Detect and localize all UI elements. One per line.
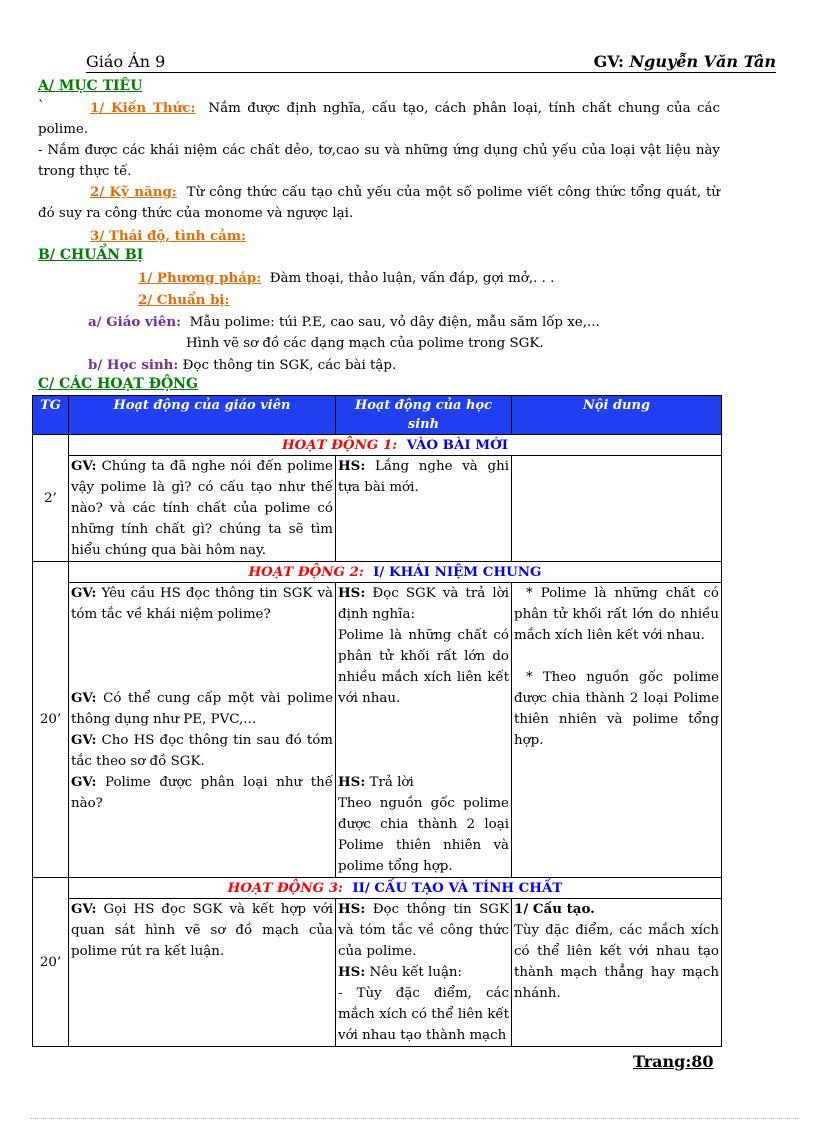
skill-text: Từ công thức cấu tạo chủ yếu của một số polime viết công thức tổng quát, từ đó suy ra công thức của monome và ngược lại. <box>38 185 721 221</box>
knowledge-text: Nắm được định nghĩa, cấu tạo, cách phân loại, tính chất chung của các polime. <box>38 101 720 137</box>
objective-skill <box>38 182 720 224</box>
header-teacher-prefix: GV: <box>593 52 624 71</box>
col-tg: TG <box>33 396 69 435</box>
header-subject: Giáo Án 9 <box>86 52 166 71</box>
activity-2-content-1: * Polime là những chất có phân tử khối rất lớn do nhiều mắch xích liên kết với nhau. <box>514 586 719 643</box>
teacher-prep-text: Mẫu polime: túi P.E, cao sau, vỏ dây điện, mẫu săm lốp xe,... <box>189 315 600 330</box>
header-teacher <box>594 52 776 71</box>
activity-2-teacher-4: GV: Polime được phân loại như thế nào? <box>71 774 333 811</box>
section-c-title: C/ CÁC HOẠT ĐỘNG <box>38 376 198 392</box>
activity-1-title: HOẠT ĐỘNG 1: VÀO BÀI MỚI <box>69 435 722 456</box>
activity-2-title-row <box>33 562 722 583</box>
activity-3-title: HOẠT ĐỘNG 3: II/ CẤU TẠO VÀ TÍNH CHẤT <box>69 878 722 899</box>
method-line: 1/ Phương pháp: Đàm thoại, thảo luận, vấn đáp, gợi mở,. . . <box>138 270 555 286</box>
activity-2-teacher <box>69 583 336 878</box>
activity-3-student-1: HS: Đọc thông tin SGK và tóm tắc về công thức của polime. <box>338 901 509 959</box>
activity-2-student-1b: Polime là những chất có phân tử khối rất lớn do nhiều mắch xích liên kết với nhau. <box>338 628 509 706</box>
tick-mark: ` <box>38 99 45 114</box>
activity-3-content <box>512 899 722 1047</box>
activity-3-student <box>336 899 512 1047</box>
activity-2-time: 20’ <box>33 562 69 878</box>
prep-label: 2/ Chuẩn bị: <box>138 292 230 308</box>
page-header <box>86 50 776 73</box>
header-teacher-name: Nguyễn Văn Tân <box>629 52 776 71</box>
activity-3-student-2: HS: Nêu kết luận: <box>338 964 463 980</box>
activity-1-title-row <box>33 435 722 456</box>
activity-3-content-text: Tùy đặc điểm, các mắch xích có thể liên kết với nhau tạo thành mạch thẳng hay mạch nhánh. <box>514 923 719 1001</box>
activity-1-content <box>512 456 722 562</box>
col-content: Nội dung <box>512 396 722 435</box>
activity-3-time: 20’ <box>33 878 69 1047</box>
activity-1-student: HS: Lắng nghe và ghi tựa bài mới. <box>336 456 512 562</box>
footer-divider <box>30 1118 800 1119</box>
activity-2-content-2: * Theo nguồn gốc polime được chia thành 2 loại Polime thiên nhiên và polime tổng hợp. <box>514 670 719 748</box>
table-header-row <box>33 396 722 435</box>
method-text: Đàm thoại, thảo luận, vấn đáp, gợi mở,. . . <box>269 271 555 286</box>
activity-2-student-2b: Theo nguồn gốc polime được chia thành 2 loại Polime thiên nhiên và polime tổng hợp. <box>338 796 509 874</box>
activity-3-content-label: 1/ Cấu tạo. <box>514 901 595 917</box>
col-student: Hoạt động của học sinh <box>336 396 512 435</box>
skill-label: 2/ Kỹ năng: <box>90 184 177 200</box>
student-prep-text: Đọc thông tin SGK, các bài tập. <box>182 358 397 373</box>
activity-1-row <box>33 456 722 562</box>
activity-3-student-2b: - Tùy đặc điểm, các mắch xích có thể liên kết với nhau tạo thành mạch <box>338 986 509 1043</box>
activity-2-teacher-2: GV: Có thể cung cấp một vài polime thông dụng như PE, PVC,... <box>71 690 333 727</box>
activity-3-title-row <box>33 878 722 899</box>
col-teacher: Hoạt động của giáo viên <box>69 396 336 435</box>
activity-2-title: HOẠT ĐỘNG 2: I/ KHÁI NIỆM CHUNG <box>69 562 722 583</box>
page-number: Trang:80 <box>633 1052 714 1071</box>
section-b-title: B/ CHUẨN BỊ <box>38 247 144 263</box>
activity-2-row <box>33 583 722 878</box>
activity-2-student-1: HS: Đọc SGK và trả lời định nghĩa: <box>338 585 509 622</box>
activities-table <box>32 395 722 1047</box>
activity-2-student-2: HS: Trả lời <box>338 774 414 790</box>
objective-knowledge-2: - Nắm được các khái niệm các chất dẻo, tơ,cao su và những ứng dụng chủ yếu của loại vật liệu này trong thực tế. <box>38 143 720 179</box>
section-a-title: A/ MỤC TIÊU <box>38 78 143 94</box>
activity-2-teacher-3: GV: Cho HS đọc thông tin sau đó tóm tắc theo sơ đồ SGK. <box>71 732 333 769</box>
activity-3-row <box>33 899 722 1047</box>
student-prep: b/ Học sinh: Đọc thông tin SGK, các bài tập. <box>88 357 397 373</box>
knowledge-label: 1/ Kiến Thức: <box>90 100 196 116</box>
activity-1-time: 2’ <box>33 435 69 562</box>
teacher-prep-2: Hình vẽ sơ đồ các dạng mạch của polime trong SGK. <box>186 336 544 351</box>
activity-2-content <box>512 583 722 878</box>
activity-3-teacher: GV: Gọi HS đọc SGK và kết hợp với quan sát hình vẽ sơ đồ mạch của polime rút ra kết luận. <box>69 899 336 1047</box>
activity-1-teacher: GV: Chúng ta đã nghe nói đến polime vậy polime là gì? có cấu tạo như thế nào? và các tính chất của polime có những tính chất gì? chúng ta sẽ tìm hiểu chúng qua bài hôm nay. <box>69 456 336 562</box>
objective-knowledge <box>38 98 720 140</box>
teacher-prep: a/ Giáo viên: Mẫu polime: túi P.E, cao sau, vỏ dây điện, mẫu săm lốp xe,... <box>88 314 600 330</box>
activity-2-student <box>336 583 512 878</box>
activity-2-teacher-1: GV: Yêu cầu HS đọc thông tin SGK và tóm tắc về khái niệm polime? <box>71 585 333 622</box>
attitude-label: 3/ Thái độ, tình cảm: <box>90 228 246 244</box>
